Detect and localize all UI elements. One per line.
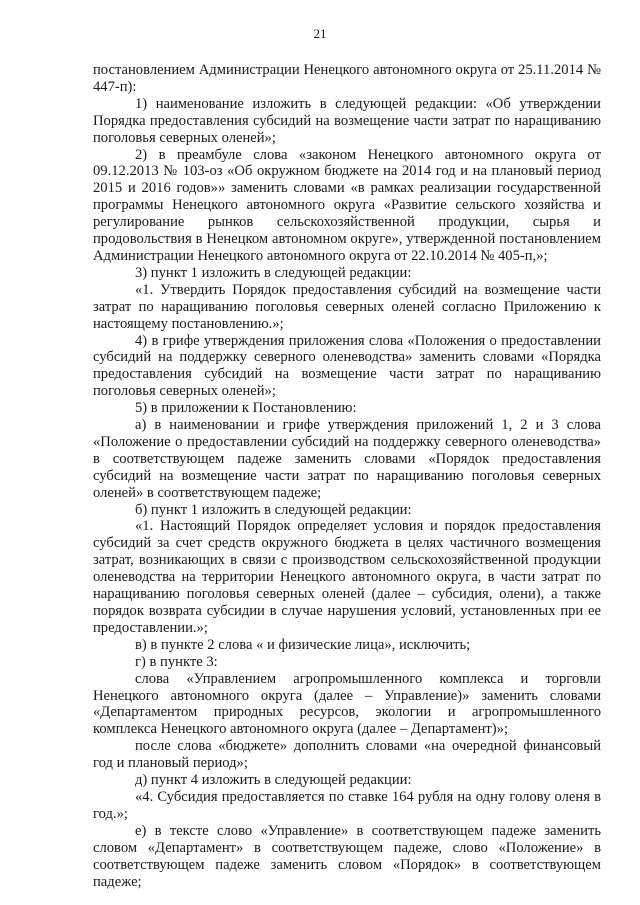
paragraph: г) в пункте 3: bbox=[135, 653, 218, 670]
page-number: 21 bbox=[313, 26, 327, 41]
paragraph: 3) пункт 1 изложить в следующей редакции: bbox=[135, 264, 412, 281]
paragraph: а) в наименовании и грифе утверждения приложений 1, 2 и 3 слова «Положение о предоставлении субсидий на поддержку северного оленеводства» в соответствующем падеже заменить словами «Порядок предоставления субсидий на возмещение части затрат по наращиванию поголовья северных оленей» в соответствующем падеже; bbox=[93, 417, 601, 501]
paragraph: «4. Субсидия предоставляется по ставке 164 рубля на одну голову оленя в год.»; bbox=[93, 788, 601, 822]
paragraph: 5) в приложении к Постановлению: bbox=[135, 400, 357, 417]
paragraph: после слова «бюджете» дополнить словами «на очередной финансовый год и плановый период»; bbox=[93, 738, 601, 772]
paragraph: 1) наименование изложить в следующей редакции: «Об утверждении Порядка предоставления субсидий на возмещение части затрат по наращиванию поголовья северных оленей»; bbox=[93, 95, 601, 146]
paragraph: постановлением Администрации Ненецкого автономного округа от 25.11.2014 № 447-п): bbox=[93, 62, 601, 95]
paragraph: д) пункт 4 изложить в следующей редакции: bbox=[135, 772, 412, 789]
paragraph: в) в пункте 2 слова « и физические лица», исключить; bbox=[135, 636, 471, 653]
paragraph: слова «Управлением агропромышленного комплекса и торговли Ненецкого автономного округа (далее – Управление)» заменить словами «Департаментом природных ресурсов, экологии и агропромышленного комплекса Ненецкого автономного округа (далее – Департамент)»; bbox=[93, 670, 601, 738]
paragraph: 4) в грифе утверждения приложения слова «Положения о предоставлении субсидий на поддержку северного оленеводства» заменить словами «Порядка предоставления субсидий на возмещение части затрат по наращиванию поголовья северных оленей»; bbox=[93, 332, 601, 400]
document-body bbox=[93, 62, 601, 890]
paragraph: «1. Настоящий Порядок определяет условия и порядок предоставления субсидий за счет средств окружного бюджета в целях частичного возмещения затрат, возникающих в связи с производством сельскохозяйственной продукции оленеводства на территории Ненецкого автономного округа, в части затрат по наращиванию поголовья северных оленей (далее – субсидия, олени), а также порядок возврата субсидии в случае нарушения условий, установленных при ее предоставлении.»; bbox=[93, 518, 601, 636]
paragraph: «1. Утвердить Порядок предоставления субсидий на возмещение части затрат по наращиванию поголовья северных оленей согласно Приложению к настоящему постановлению.»; bbox=[93, 281, 601, 332]
paragraph: 2) в преамбуле слова «законом Ненецкого автономного округа от 09.12.2013 № 103-оз «Об окружном бюджете на 2014 год и на плановый период 2015 и 2016 годов»» заменить словами «в рамках реализации государственной программы Ненецкого автономного округа «Развитие сельского хозяйства и регулирование рынков сельскохозяйственной продукции, сырья и продовольствия в Ненецком автономном округе», утвержденной постановлением Администрации Ненецкого автономного округа от 22.10.2014 № 405-п,»; bbox=[93, 146, 601, 264]
paragraph: б) пункт 1 изложить в следующей редакции: bbox=[135, 501, 412, 518]
paragraph: е) в тексте слово «Управление» в соответствующем падеже заменить словом «Департамент» в соответствующем падеже, слово «Положение» в соответствующем падеже заменить словом «Порядок» в соответствующем падеже; bbox=[93, 822, 601, 890]
